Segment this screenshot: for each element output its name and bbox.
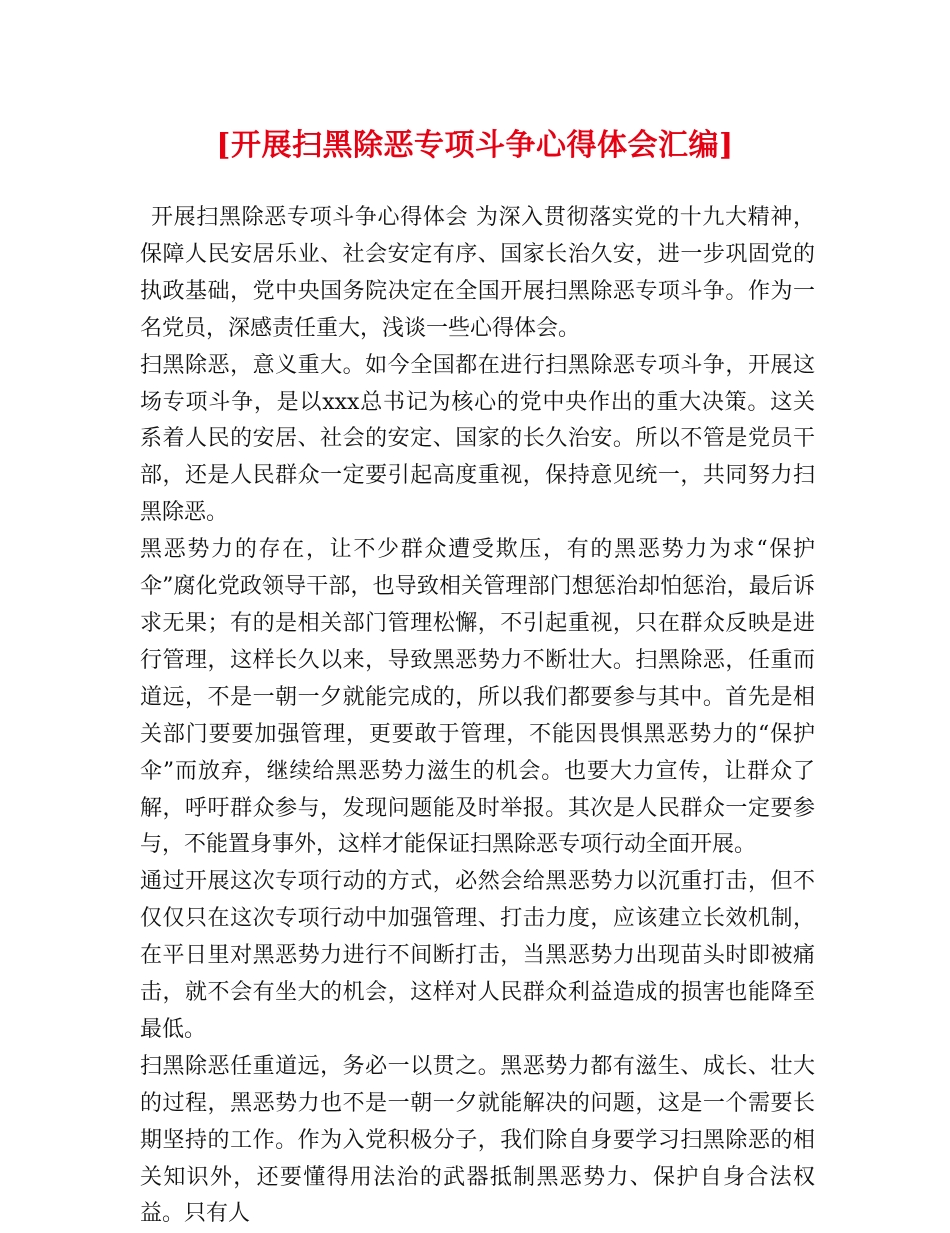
document-body [140,200,815,1233]
paragraph-persistence: 扫黑除恶任重道远，务必一以贯之。黑恶势力都有滋生、成长、壮大的过程，黑恶势力也不是一朝一夕就能解决的问题，这是一个需要长期坚持的工作。作为入党积极分子，我们除自身要学习扫黑除恶的相关知识外，还要懂得用法治的武器抵制黑恶势力、保护自身合法权益。只有人 [140,1053,815,1227]
paragraph-harm: 黑恶势力的存在，让不少群众遭受欺压，有的黑恶势力为求“保护伞”腐化党政领导干部，也导致相关管理部门想惩治却怕惩治，最后诉求无果；有的是相关部门管理松懈，不引起重视，只在群众反映是进行管理，这样长久以来，导致黑恶势力不断壮大。扫黑除恶，任重而道远，不是一朝一夕就能完成的，所以我们都要参与其中。首先是相关部门要要加强管理，更要敢于管理，不能因畏惧黑恶势力的“保护伞”而放弃，继续给黑恶势力滋生的机会。也要大力宣传，让群众了解，呼吁群众参与，发现问题能及时举报。其次是人民群众一定要参与，不能置身事外，这样才能保证扫黑除恶专项行动全面开展。 [140,537,815,858]
paragraph-long-term-mechanism: 通过开展这次专项行动的方式，必然会给黑恶势力以沉重打击，但不仅仅只在这次专项行动中加强管理、打击力度，应该建立长效机制，在平日里对黑恶势力进行不间断打击，当黑恶势力出现苗头时即被痛击，就不会有坐大的机会，这样对人民群众利益造成的损害也能降至最低。 [140,869,815,1042]
paragraph-intro: 开展扫黑除恶专项斗争心得体会 为深入贯彻落实党的十九大精神，保障人民安居乐业、社会安定有序、国家长治久安，进一步巩固党的执政基础，党中央国务院决定在全国开展扫黑除恶专项斗争。作为一名党员，深感责任重大，浅谈一些心得体会。 [140,205,815,341]
paragraph-significance: 扫黑除恶，意义重大。如今全国都在进行扫黑除恶专项斗争，开展这场专项斗争，是以xxx总书记为核心的党中央作出的重大决策。这关系着人民的安居、社会的安定、国家的长久治安。所以不管是党员干部，还是人民群众一定要引起高度重视，保持意见统一，共同努力扫黑除恶。 [140,352,815,526]
document-title: [开展扫黑除恶专项斗争心得体会汇编] [216,128,734,163]
